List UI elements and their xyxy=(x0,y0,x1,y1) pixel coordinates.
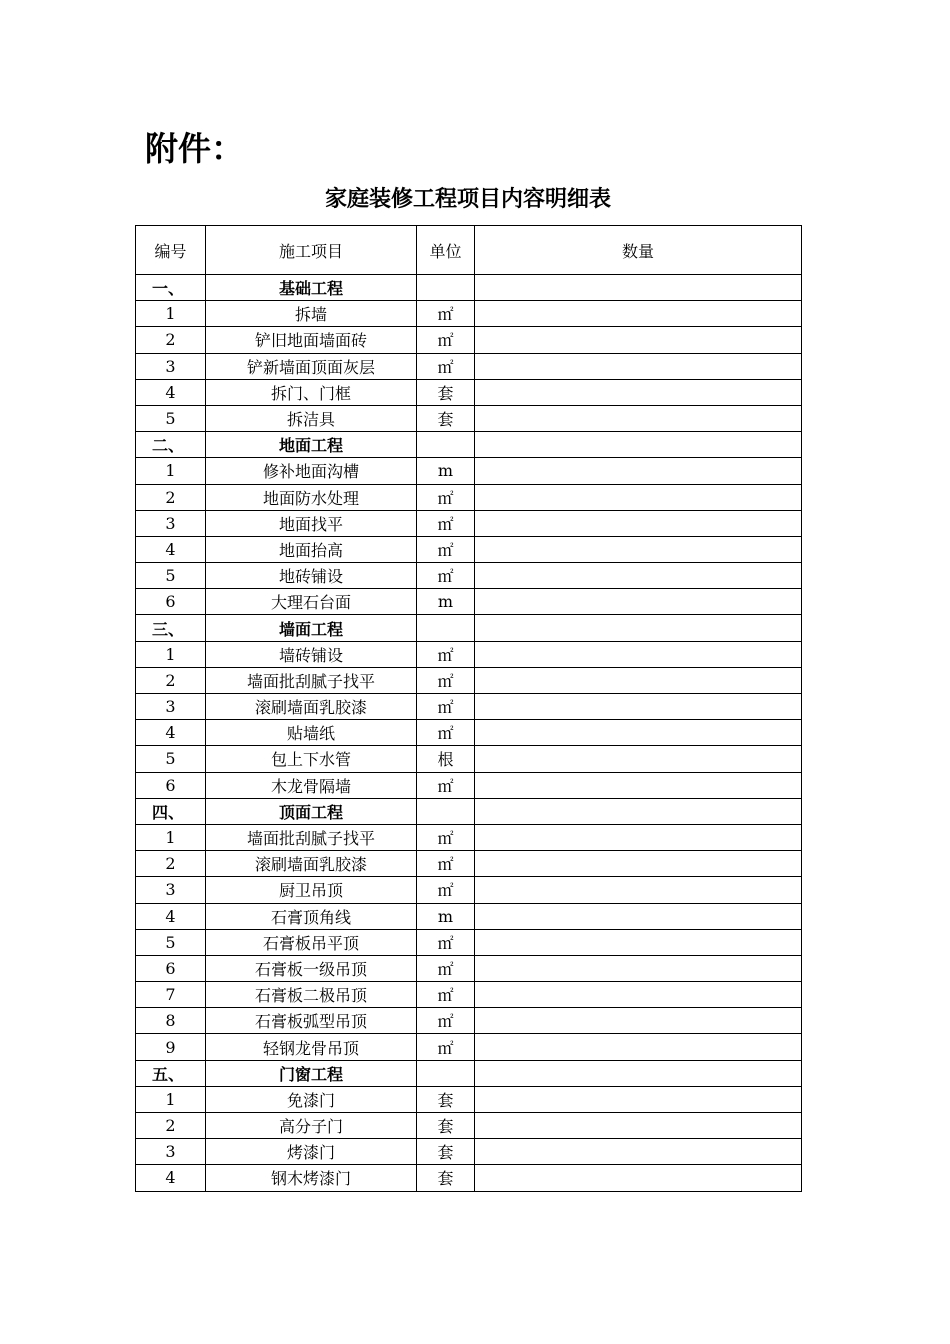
table-row xyxy=(136,1165,802,1191)
cell-item-name: 地面抬高 xyxy=(206,536,417,562)
cell-num: 6 xyxy=(136,772,206,798)
cell-num: 1 xyxy=(136,1086,206,1112)
cell-num: 6 xyxy=(136,955,206,981)
cell-quantity xyxy=(475,536,802,562)
page-title: 家庭装修工程项目内容明细表 xyxy=(324,186,611,212)
table-row xyxy=(136,694,802,720)
cell-unit: ㎡ xyxy=(417,536,475,562)
cell-num: 三、 xyxy=(136,615,206,641)
cell-item-name: 基础工程 xyxy=(206,275,417,301)
table-row xyxy=(136,955,802,981)
cell-unit: ㎡ xyxy=(417,563,475,589)
cell-quantity xyxy=(475,772,802,798)
cell-item-name: 石膏板弧型吊顶 xyxy=(206,1008,417,1034)
table-row xyxy=(136,1139,802,1165)
cell-quantity xyxy=(475,851,802,877)
cell-item-name: 墙面批刮腻子找平 xyxy=(206,824,417,850)
cell-item-name: 滚刷墙面乳胶漆 xyxy=(206,694,417,720)
cell-quantity xyxy=(475,641,802,667)
cell-item-name: 钢木烤漆门 xyxy=(206,1165,417,1191)
cell-quantity xyxy=(475,379,802,405)
cell-num: 二、 xyxy=(136,432,206,458)
header-item: 施工项目 xyxy=(206,226,417,275)
cell-num: 5 xyxy=(136,746,206,772)
cell-quantity xyxy=(475,798,802,824)
cell-num: 1 xyxy=(136,824,206,850)
table-row xyxy=(136,1008,802,1034)
table-row xyxy=(136,353,802,379)
cell-unit: m xyxy=(417,903,475,929)
cell-quantity xyxy=(475,824,802,850)
cell-quantity xyxy=(475,1086,802,1112)
cell-item-name: 地砖铺设 xyxy=(206,563,417,589)
cell-quantity xyxy=(475,405,802,431)
section-row xyxy=(136,432,802,458)
cell-quantity xyxy=(475,903,802,929)
table-row xyxy=(136,484,802,510)
cell-num: 2 xyxy=(136,484,206,510)
cell-quantity xyxy=(475,1139,802,1165)
cell-quantity xyxy=(475,1113,802,1139)
cell-num: 五、 xyxy=(136,1060,206,1086)
cell-unit: 根 xyxy=(417,746,475,772)
cell-unit: ㎡ xyxy=(417,1034,475,1060)
cell-item-name: 高分子门 xyxy=(206,1113,417,1139)
table-row xyxy=(136,877,802,903)
table-row xyxy=(136,824,802,850)
cell-unit: ㎡ xyxy=(417,484,475,510)
table-row xyxy=(136,667,802,693)
cell-item-name: 铲旧地面墙面砖 xyxy=(206,327,417,353)
cell-num: 6 xyxy=(136,589,206,615)
table-row xyxy=(136,510,802,536)
cell-quantity xyxy=(475,720,802,746)
cell-quantity xyxy=(475,432,802,458)
cell-num: 3 xyxy=(136,353,206,379)
cell-item-name: 厨卫吊顶 xyxy=(206,877,417,903)
cell-item-name: 墙砖铺设 xyxy=(206,641,417,667)
cell-unit: ㎡ xyxy=(417,327,475,353)
cell-item-name: 木龙骨隔墙 xyxy=(206,772,417,798)
cell-num: 4 xyxy=(136,720,206,746)
cell-item-name: 修补地面沟槽 xyxy=(206,458,417,484)
cell-item-name: 墙面批刮腻子找平 xyxy=(206,667,417,693)
table-row xyxy=(136,1034,802,1060)
cell-item-name: 顶面工程 xyxy=(206,798,417,824)
cell-item-name: 滚刷墙面乳胶漆 xyxy=(206,851,417,877)
cell-quantity xyxy=(475,563,802,589)
cell-quantity xyxy=(475,458,802,484)
cell-quantity xyxy=(475,484,802,510)
cell-unit: 套 xyxy=(417,1086,475,1112)
cell-num: 4 xyxy=(136,536,206,562)
cell-num: 2 xyxy=(136,667,206,693)
table-row xyxy=(136,301,802,327)
cell-unit: ㎡ xyxy=(417,929,475,955)
table-row xyxy=(136,589,802,615)
table-row xyxy=(136,1086,802,1112)
cell-num: 5 xyxy=(136,929,206,955)
cell-quantity xyxy=(475,667,802,693)
cell-unit: ㎡ xyxy=(417,720,475,746)
cell-item-name: 拆洁具 xyxy=(206,405,417,431)
cell-item-name: 烤漆门 xyxy=(206,1139,417,1165)
cell-num: 3 xyxy=(136,694,206,720)
cell-unit: 套 xyxy=(417,405,475,431)
section-row xyxy=(136,1060,802,1086)
cell-unit: ㎡ xyxy=(417,694,475,720)
cell-item-name: 石膏板一级吊顶 xyxy=(206,955,417,981)
cell-num: 5 xyxy=(136,405,206,431)
table-row xyxy=(136,929,802,955)
cell-item-name: 拆墙 xyxy=(206,301,417,327)
cell-item-name: 石膏板吊平顶 xyxy=(206,929,417,955)
cell-num: 8 xyxy=(136,1008,206,1034)
cell-item-name: 地面工程 xyxy=(206,432,417,458)
cell-unit xyxy=(417,615,475,641)
cell-quantity xyxy=(475,1008,802,1034)
cell-item-name: 轻钢龙骨吊顶 xyxy=(206,1034,417,1060)
cell-num: 1 xyxy=(136,641,206,667)
cell-unit: 套 xyxy=(417,1139,475,1165)
cell-unit: ㎡ xyxy=(417,982,475,1008)
cell-unit: ㎡ xyxy=(417,955,475,981)
cell-num: 一、 xyxy=(136,275,206,301)
cell-num: 2 xyxy=(136,851,206,877)
cell-num: 7 xyxy=(136,982,206,1008)
detail-table xyxy=(135,225,802,1192)
table-row xyxy=(136,903,802,929)
header-num: 编号 xyxy=(136,226,206,275)
cell-quantity xyxy=(475,1165,802,1191)
header-qty: 数量 xyxy=(475,226,802,275)
cell-item-name: 地面找平 xyxy=(206,510,417,536)
table-header-row xyxy=(136,226,802,275)
cell-item-name: 贴墙纸 xyxy=(206,720,417,746)
cell-unit: ㎡ xyxy=(417,851,475,877)
cell-quantity xyxy=(475,1060,802,1086)
cell-item-name: 门窗工程 xyxy=(206,1060,417,1086)
cell-unit: ㎡ xyxy=(417,824,475,850)
attachment-label: 附件： xyxy=(145,129,244,168)
cell-quantity xyxy=(475,327,802,353)
cell-unit: 套 xyxy=(417,379,475,405)
cell-num: 4 xyxy=(136,1165,206,1191)
cell-unit: m xyxy=(417,458,475,484)
cell-unit: 套 xyxy=(417,1165,475,1191)
header-unit: 单位 xyxy=(417,226,475,275)
section-row xyxy=(136,615,802,641)
cell-quantity xyxy=(475,1034,802,1060)
table-row xyxy=(136,405,802,431)
cell-item-name: 大理石台面 xyxy=(206,589,417,615)
cell-unit: ㎡ xyxy=(417,353,475,379)
cell-num: 2 xyxy=(136,1113,206,1139)
cell-num: 1 xyxy=(136,301,206,327)
cell-quantity xyxy=(475,510,802,536)
table-row xyxy=(136,982,802,1008)
cell-quantity xyxy=(475,746,802,772)
cell-unit xyxy=(417,1060,475,1086)
table-row xyxy=(136,563,802,589)
cell-unit: 套 xyxy=(417,1113,475,1139)
cell-unit xyxy=(417,432,475,458)
cell-quantity xyxy=(475,877,802,903)
cell-quantity xyxy=(475,694,802,720)
cell-num: 3 xyxy=(136,877,206,903)
cell-quantity xyxy=(475,982,802,1008)
table-body xyxy=(136,275,802,1192)
cell-item-name: 墙面工程 xyxy=(206,615,417,641)
table-row xyxy=(136,772,802,798)
cell-item-name: 免漆门 xyxy=(206,1086,417,1112)
cell-item-name: 拆门、门框 xyxy=(206,379,417,405)
cell-item-name: 铲新墙面顶面灰层 xyxy=(206,353,417,379)
cell-quantity xyxy=(475,275,802,301)
table-row xyxy=(136,746,802,772)
section-row xyxy=(136,275,802,301)
cell-num: 1 xyxy=(136,458,206,484)
cell-quantity xyxy=(475,353,802,379)
cell-unit: ㎡ xyxy=(417,1008,475,1034)
table-row xyxy=(136,379,802,405)
cell-unit: ㎡ xyxy=(417,667,475,693)
cell-unit: ㎡ xyxy=(417,641,475,667)
table-row xyxy=(136,327,802,353)
cell-item-name: 包上下水管 xyxy=(206,746,417,772)
cell-num: 3 xyxy=(136,1139,206,1165)
cell-item-name: 地面防水处理 xyxy=(206,484,417,510)
cell-num: 4 xyxy=(136,903,206,929)
cell-num: 2 xyxy=(136,327,206,353)
table-row xyxy=(136,720,802,746)
cell-num: 3 xyxy=(136,510,206,536)
table-row xyxy=(136,458,802,484)
cell-unit: ㎡ xyxy=(417,772,475,798)
cell-quantity xyxy=(475,301,802,327)
cell-unit: ㎡ xyxy=(417,877,475,903)
cell-unit: m xyxy=(417,589,475,615)
cell-quantity xyxy=(475,589,802,615)
section-row xyxy=(136,798,802,824)
cell-unit xyxy=(417,798,475,824)
table-row xyxy=(136,851,802,877)
cell-num: 4 xyxy=(136,379,206,405)
table-row xyxy=(136,1113,802,1139)
cell-quantity xyxy=(475,615,802,641)
cell-num: 9 xyxy=(136,1034,206,1060)
cell-num: 四、 xyxy=(136,798,206,824)
table-row xyxy=(136,536,802,562)
table-row xyxy=(136,641,802,667)
cell-num: 5 xyxy=(136,563,206,589)
cell-item-name: 石膏板二极吊顶 xyxy=(206,982,417,1008)
cell-unit: ㎡ xyxy=(417,301,475,327)
cell-quantity xyxy=(475,929,802,955)
cell-item-name: 石膏顶角线 xyxy=(206,903,417,929)
cell-quantity xyxy=(475,955,802,981)
cell-unit: ㎡ xyxy=(417,510,475,536)
cell-unit xyxy=(417,275,475,301)
